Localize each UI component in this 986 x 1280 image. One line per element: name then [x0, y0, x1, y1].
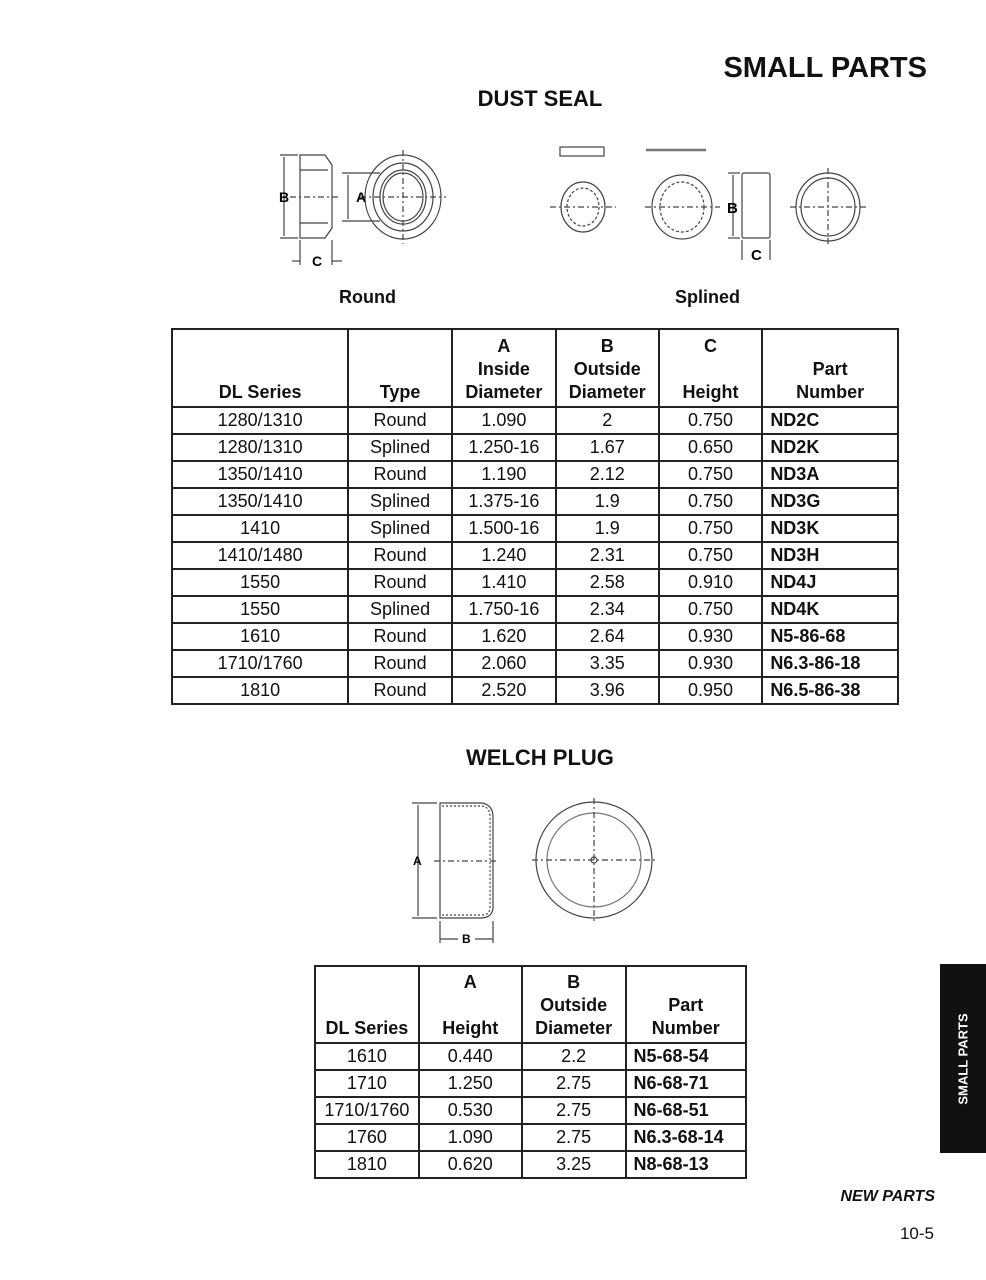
dimension-letter — [316, 971, 418, 994]
table-cell: Round — [348, 650, 452, 677]
table-cell: 1760 — [315, 1124, 419, 1151]
table-cell: 1.090 — [419, 1124, 522, 1151]
part-number-cell: N5-86-68 — [762, 623, 898, 650]
table-cell: 1710 — [315, 1070, 419, 1097]
dim-label-c: C — [312, 253, 323, 269]
column-header — [522, 966, 626, 1043]
part-number-cell: N6.5-86-38 — [762, 677, 898, 704]
table-cell: 1.67 — [556, 434, 659, 461]
part-number-cell: N5-68-54 — [626, 1043, 746, 1070]
header-label: Height — [442, 1018, 499, 1038]
table-cell: 0.930 — [659, 650, 763, 677]
table-cell: 1.375-16 — [452, 488, 556, 515]
table-cell: 1810 — [315, 1151, 419, 1178]
part-number-cell: N6-68-51 — [626, 1097, 746, 1124]
header-label: Height — [682, 382, 739, 402]
table-row — [315, 1043, 746, 1070]
table-cell: 2.060 — [452, 650, 556, 677]
header-label: Part Number — [796, 359, 865, 402]
header-label: Type — [379, 382, 421, 402]
table-row — [172, 407, 898, 434]
column-header — [659, 329, 763, 407]
table-cell: 1.250 — [419, 1070, 522, 1097]
table-cell: Round — [348, 623, 452, 650]
table-cell: 1610 — [315, 1043, 419, 1070]
table-cell: 2.34 — [556, 596, 659, 623]
part-number-cell: ND3G — [762, 488, 898, 515]
table-cell: 1710/1760 — [172, 650, 348, 677]
part-number-cell: N6-68-71 — [626, 1070, 746, 1097]
table-cell: Round — [348, 461, 452, 488]
table-cell: Round — [348, 569, 452, 596]
table-cell: 0.650 — [659, 434, 763, 461]
table-row — [172, 569, 898, 596]
table-cell: 2.75 — [522, 1124, 626, 1151]
part-number-cell: N6.3-68-14 — [626, 1124, 746, 1151]
table-row — [172, 515, 898, 542]
table-cell: 1710/1760 — [315, 1097, 419, 1124]
page-number: 10-5 — [899, 1224, 934, 1243]
dimension-letter: A — [463, 972, 477, 992]
welch-plug-table — [314, 965, 747, 1179]
table-cell: 0.750 — [659, 407, 763, 434]
table-cell: 1550 — [172, 569, 348, 596]
header-row — [172, 329, 898, 407]
table-cell: 2.75 — [522, 1097, 626, 1124]
table-cell: Splined — [348, 488, 452, 515]
table-cell: 3.96 — [556, 677, 659, 704]
dim-label-b: B — [279, 189, 290, 205]
table-cell: Splined — [348, 596, 452, 623]
table-cell: 2.12 — [556, 461, 659, 488]
header-label: DL Series — [325, 1018, 409, 1038]
part-number-cell: ND4J — [762, 569, 898, 596]
table-row — [172, 623, 898, 650]
header-label: Outside Diameter — [535, 995, 613, 1038]
table-cell: 1.240 — [452, 542, 556, 569]
table-cell: 1.9 — [556, 515, 659, 542]
table-cell: 1.410 — [452, 569, 556, 596]
part-number-cell: ND2K — [762, 434, 898, 461]
part-number-cell: ND3A — [762, 461, 898, 488]
table-cell: Round — [348, 677, 452, 704]
table-cell: 0.910 — [659, 569, 763, 596]
table-row — [315, 1070, 746, 1097]
table-row — [315, 1124, 746, 1151]
table-cell: 2.2 — [522, 1043, 626, 1070]
part-number-cell: ND3H — [762, 542, 898, 569]
table-cell: 3.25 — [522, 1151, 626, 1178]
table-cell: 1.620 — [452, 623, 556, 650]
table-cell: 2.64 — [556, 623, 659, 650]
dimension-letter: B — [600, 336, 614, 356]
dim-label-b-splined: B — [727, 200, 738, 217]
table-row — [172, 542, 898, 569]
column-header — [172, 329, 348, 407]
new-parts-label: NEW PARTS — [840, 1188, 935, 1205]
part-number-cell: ND2C — [762, 407, 898, 434]
table-cell: 1.750-16 — [452, 596, 556, 623]
dimension-letter — [763, 335, 897, 358]
table-cell: 1.500-16 — [452, 515, 556, 542]
table-row — [172, 596, 898, 623]
table-row — [172, 677, 898, 704]
part-number-cell: ND3K — [762, 515, 898, 542]
dimension-letter: C — [704, 336, 718, 356]
caption-round: Round — [339, 287, 396, 307]
dimension-letter: B — [567, 972, 581, 992]
table-cell: 0.620 — [419, 1151, 522, 1178]
side-tab — [940, 964, 986, 1153]
table-cell: 0.750 — [659, 596, 763, 623]
dim-label-b: B — [462, 932, 471, 946]
table-cell: 1410 — [172, 515, 348, 542]
table-cell: 0.530 — [419, 1097, 522, 1124]
table-row — [172, 461, 898, 488]
table-cell: 0.750 — [659, 515, 763, 542]
dim-label-c-splined: C — [751, 247, 762, 264]
header-label: Part Number — [651, 995, 720, 1038]
table-cell: Round — [348, 407, 452, 434]
table-row — [315, 1097, 746, 1124]
column-header — [452, 329, 556, 407]
column-header — [419, 966, 522, 1043]
welch-plug-heading: WELCH PLUG — [466, 745, 614, 770]
dimension-letter: A — [497, 336, 511, 356]
header-label: Outside Diameter — [568, 359, 646, 402]
table-row — [172, 434, 898, 461]
table-cell: 1.190 — [452, 461, 556, 488]
table-cell: 0.930 — [659, 623, 763, 650]
dust-seal-heading: DUST SEAL — [477, 86, 603, 111]
table-cell: 0.950 — [659, 677, 763, 704]
table-cell: 1.090 — [452, 407, 556, 434]
dimension-letter — [173, 335, 347, 358]
dim-label-a: A — [413, 854, 422, 868]
table-cell: 2.520 — [452, 677, 556, 704]
table-cell: 1280/1310 — [172, 407, 348, 434]
column-header — [762, 329, 898, 407]
table-cell: 1.250-16 — [452, 434, 556, 461]
table-cell: 2.31 — [556, 542, 659, 569]
table-cell: 1.9 — [556, 488, 659, 515]
page-title: SMALL PARTS — [723, 52, 927, 84]
column-header — [626, 966, 746, 1043]
table-row — [172, 650, 898, 677]
part-number-cell: N8-68-13 — [626, 1151, 746, 1178]
table-cell: 0.750 — [659, 461, 763, 488]
dimension-letter — [349, 335, 451, 358]
table-cell: 1610 — [172, 623, 348, 650]
dust-seal-table — [171, 328, 899, 705]
table-cell: Splined — [348, 515, 452, 542]
table-cell: 0.750 — [659, 488, 763, 515]
column-header — [556, 329, 659, 407]
table-cell: 1350/1410 — [172, 461, 348, 488]
table-row — [315, 1151, 746, 1178]
table-cell: 2 — [556, 407, 659, 434]
table-cell: 1810 — [172, 677, 348, 704]
part-number-cell: N6.3-86-18 — [762, 650, 898, 677]
dust-seal-drawings — [270, 140, 900, 275]
table-cell: 1350/1410 — [172, 488, 348, 515]
column-header — [348, 329, 452, 407]
table-cell: 0.750 — [659, 542, 763, 569]
table-cell: 2.75 — [522, 1070, 626, 1097]
table-cell: 0.440 — [419, 1043, 522, 1070]
header-row — [315, 966, 746, 1043]
side-tab-label: SMALL PARTS — [955, 1012, 971, 1105]
table-cell: 3.35 — [556, 650, 659, 677]
table-cell: 1280/1310 — [172, 434, 348, 461]
table-cell: Splined — [348, 434, 452, 461]
part-number-cell: ND4K — [762, 596, 898, 623]
table-cell: 2.58 — [556, 569, 659, 596]
welch-plug-drawings — [400, 795, 670, 950]
table-cell: Round — [348, 542, 452, 569]
dimension-letter — [627, 971, 745, 994]
caption-splined: Splined — [675, 287, 741, 307]
column-header — [315, 966, 419, 1043]
table-row — [172, 488, 898, 515]
dim-label-a: A — [356, 189, 367, 205]
header-label: Inside Diameter — [465, 359, 543, 402]
header-label: DL Series — [218, 382, 302, 402]
table-cell: 1550 — [172, 596, 348, 623]
table-cell: 1410/1480 — [172, 542, 348, 569]
